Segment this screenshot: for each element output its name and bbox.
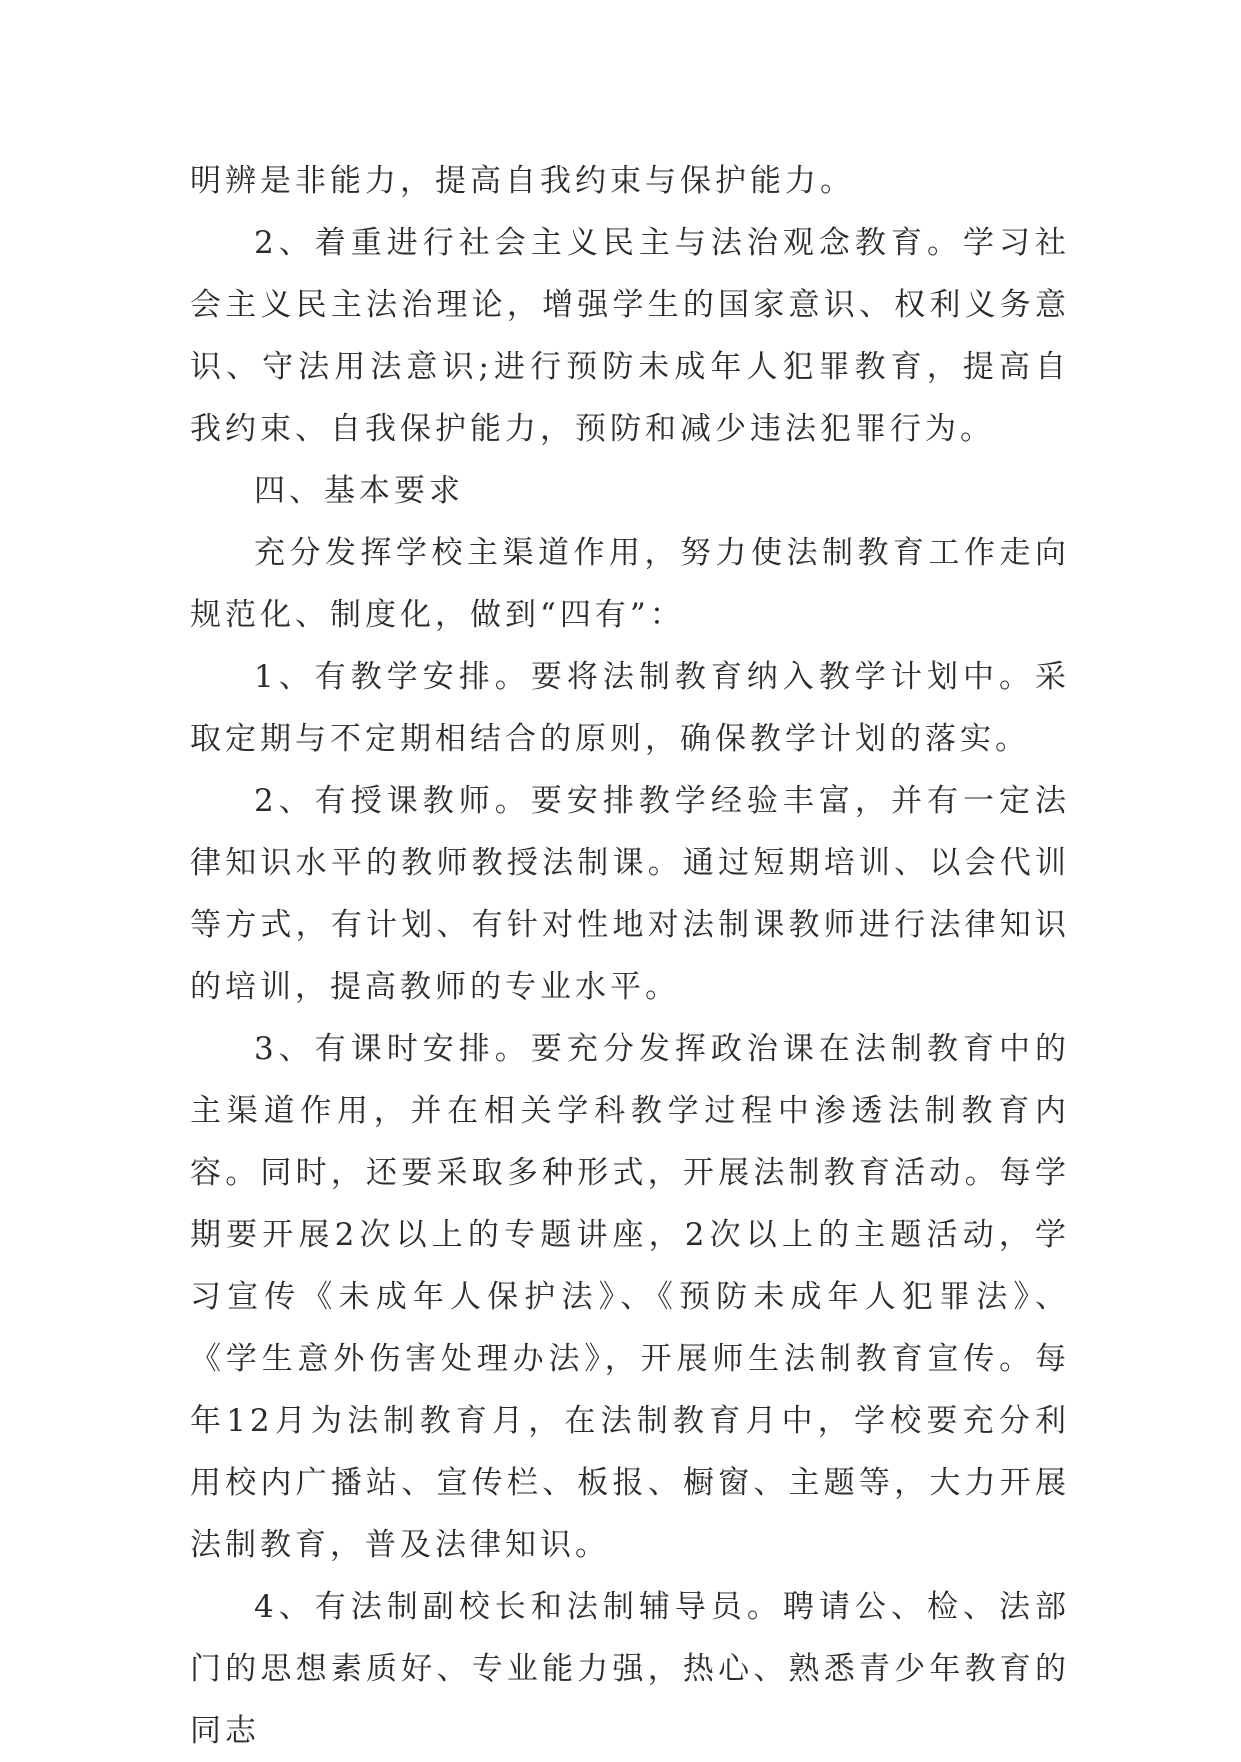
paragraph-four-requirements-intro: 充分发挥学校主渠道作用，努力使法制教育工作走向规范化、制度化，做到“四有”：: [190, 535, 1070, 633]
section-heading-basic-requirements: 四、基本要求: [254, 473, 464, 509]
paragraph-requirement-2: 2、有授课教师。要安排教学经验丰富，并有一定法律知识水平的教师教授法制课。通过短期培训、以会代训等方式，有计划、有针对性地对法制课教师进行法律知识的培训，提高教师的专业水平。: [190, 783, 1070, 1005]
paragraph-requirement-1: 1、有教学安排。要将法制教育纳入教学计划中。采取定期与不定期相结合的原则，确保教学计划的落实。: [190, 659, 1070, 757]
paragraph-requirement-4: 4、有法制副校长和法制辅导员。聘请公、检、法部门的思想素质好、专业能力强，热心、熟悉青少年教育的同志: [190, 1589, 1070, 1749]
paragraph-requirement-3: 3、有课时安排。要充分发挥政治课在法制教育中的主渠道作用，并在相关学科教学过程中渗透法制教育内容。同时，还要采取多种形式，开展法制教育活动。每学期要开展2次以上的专题讲座，2次以上的主题活动，学习宣传《未成年人保护法》、《预防未成年人犯罪法》、《学生意外伤害处理办法》，开展师生法制教育宣传。每年12月为法制教育月，在法制教育月中，学校要充分利用校内广播站、宣传栏、板报、橱窗、主题等，大力开展法制教育，普及法律知识。: [190, 1031, 1070, 1563]
document-body: [190, 150, 1070, 1762]
paragraph-continuation: 明辨是非能力，提高自我约束与保护能力。: [190, 163, 855, 199]
paragraph-item-2-democracy-law: 2、着重进行社会主义民主与法治观念教育。学习社会主义民主法治理论，增强学生的国家意识、权利义务意识、守法用法意识;进行预防未成年人犯罪教育，提高自我约束、自我保护能力，预防和减少违法犯罪行为。: [190, 225, 1070, 447]
